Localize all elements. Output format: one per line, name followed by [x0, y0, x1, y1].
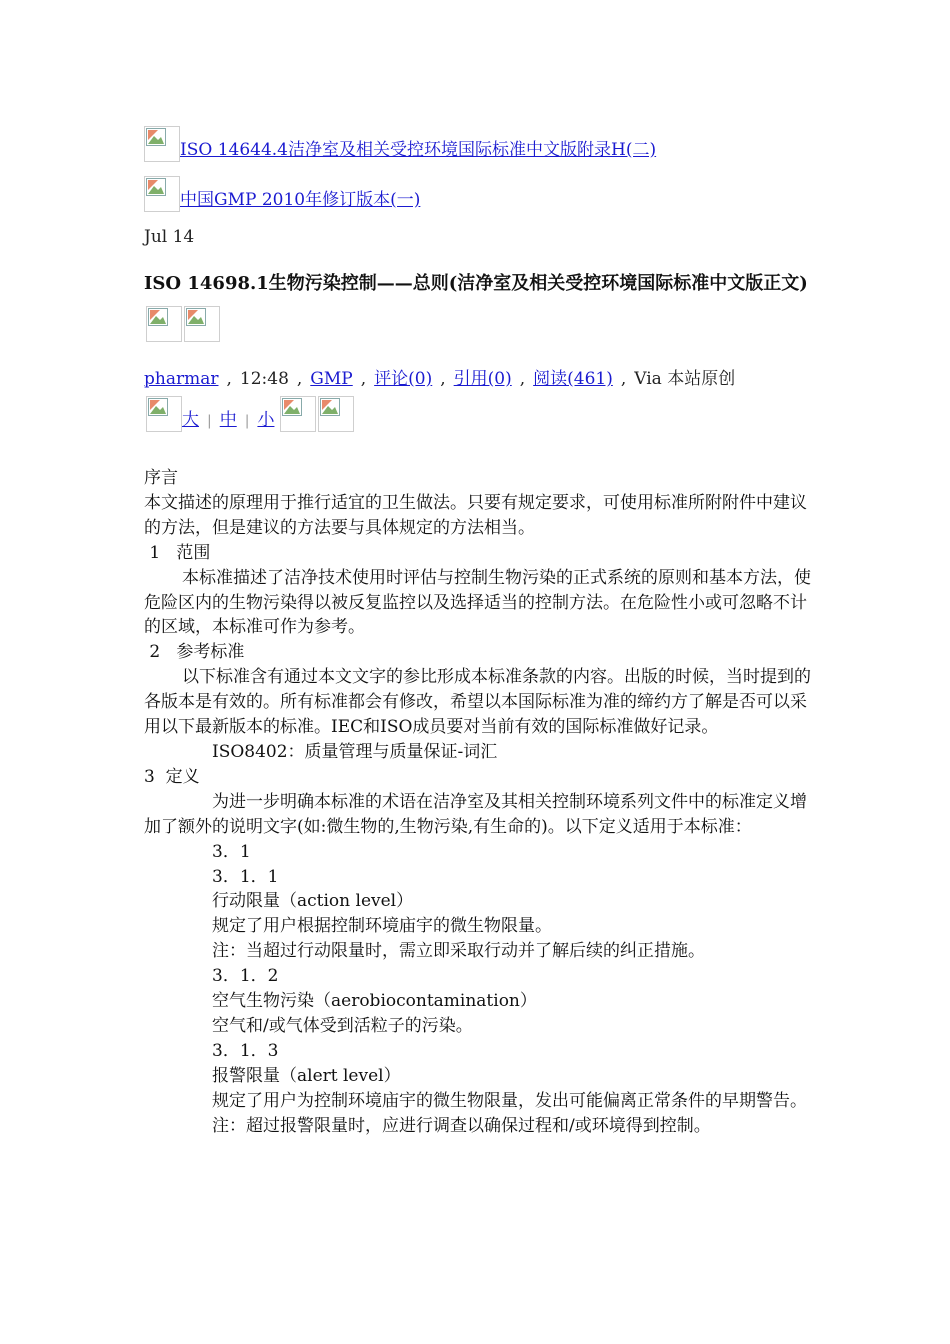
definition-term: 行动限量（action level） — [212, 891, 414, 912]
font-large-link[interactable]: 大 — [182, 410, 199, 430]
definition-term: 空气生物污染（aerobiocontamination） — [212, 991, 537, 1012]
section-text: 以下标准含有通过本文文字的参比形成本标准条款的内容。出版的时候，当时提到的各版本是有效的。所有标准都会有修改，希望以本国际标准为准的缔约方了解是否可以采用以下最新版本的标准。IEC和ISO成员要对当前有效的国际标准做好记录。 — [144, 667, 811, 738]
preface-text: 本文描述的原理用于推行适宜的卫生做法。只要有规定要求，可使用标准所附附件中建议的方法，但是建议的方法要与具体规定的方法相当。 — [144, 492, 807, 538]
broken-image-icon — [280, 396, 316, 432]
preface-heading: 序言 — [144, 468, 178, 488]
font-medium-link[interactable]: 中 — [219, 410, 237, 430]
via-source: Via 本站原创 — [634, 369, 736, 389]
article — [144, 124, 814, 1138]
prev-post-row — [144, 124, 814, 162]
section-text: 本标准描述了洁净技术使用时评估与控制生物污染的正式系统的原则和基本方法，使危险区内的生物污染得以被反复监控以及选择适当的控制方法。在危险性小或可忽略不计的区域，本标准可作为参考。 — [144, 567, 811, 638]
definition-note: 注：当超过行动限量时，需立即采取行动并了解后续的纠正措施。 — [212, 941, 705, 962]
author-link[interactable]: pharmar — [144, 369, 219, 389]
definition-number: 3．1．3 — [212, 1040, 279, 1061]
broken-image-icon — [146, 396, 182, 432]
broken-image-icon — [146, 306, 182, 342]
reads-link[interactable]: 阅读(461) — [533, 369, 613, 389]
post-title: ISO 14698.1生物污染控制——总则(洁净室及相关受控环境国际标准中文版正文) — [144, 273, 808, 294]
post-date: Jul 14 — [144, 227, 195, 247]
post-time: 12:48 — [239, 369, 289, 389]
font-small-link[interactable]: 小 — [257, 410, 275, 430]
section-heading: 2 参考标准 — [144, 642, 245, 663]
post-body — [144, 466, 814, 1138]
broken-image-icon — [144, 126, 180, 162]
prev-post-link[interactable]: ISO 14644.4洁净室及相关受控环境国际标准中文版附录H(二) — [180, 140, 657, 160]
section-text: 为进一步明确本标准的术语在洁净室及其相关控制环境系列文件中的标准定义增加了额外的说明文字(如:微生物的,生物污染,有生命的)。以下定义适用于本标准： — [144, 791, 807, 837]
definition-number: 3．1．1 — [212, 866, 279, 887]
definition-number: 3．1．2 — [212, 966, 279, 987]
broken-image-icon — [144, 176, 180, 212]
section-heading: 1 范围 — [144, 542, 211, 563]
post-title-row — [144, 264, 814, 344]
font-size-controls — [144, 394, 814, 432]
divider: | — [207, 413, 212, 429]
divider: | — [244, 413, 250, 429]
definition-note: 注：超过报警限量时，应进行调查以确保过程和/或环境得到控制。 — [212, 1115, 711, 1136]
post-meta: pharmar , 12:48 , GMP , 评论(0) , 引用(0) , 阅读(461) , Via 本站原创 — [144, 369, 736, 389]
next-post-row — [144, 174, 814, 212]
definition-text: 空气和/或气体受到活粒子的污染。 — [212, 1015, 473, 1036]
category-link[interactable]: GMP — [310, 369, 353, 389]
comments-link[interactable]: 评论(0) — [374, 369, 433, 389]
broken-image-icon — [318, 396, 354, 432]
reference-item: ISO8402：质量管理与质量保证-词汇 — [212, 741, 498, 762]
definition-term: 报警限量（alert level） — [212, 1065, 401, 1086]
next-post-link[interactable]: 中国GMP 2010年修订版本(一) — [180, 190, 421, 210]
definition-text: 规定了用户根据控制环境庙宇的微生物限量。 — [212, 916, 552, 937]
definition-number: 3．1 — [212, 841, 251, 862]
definition-text: 规定了用户为控制环境庙宇的微生物限量，发出可能偏离正常条件的早期警告。 — [212, 1090, 807, 1111]
broken-image-icon — [184, 306, 220, 342]
section-heading: 3 定义 — [144, 766, 200, 787]
trackbacks-link[interactable]: 引用(0) — [453, 369, 512, 389]
